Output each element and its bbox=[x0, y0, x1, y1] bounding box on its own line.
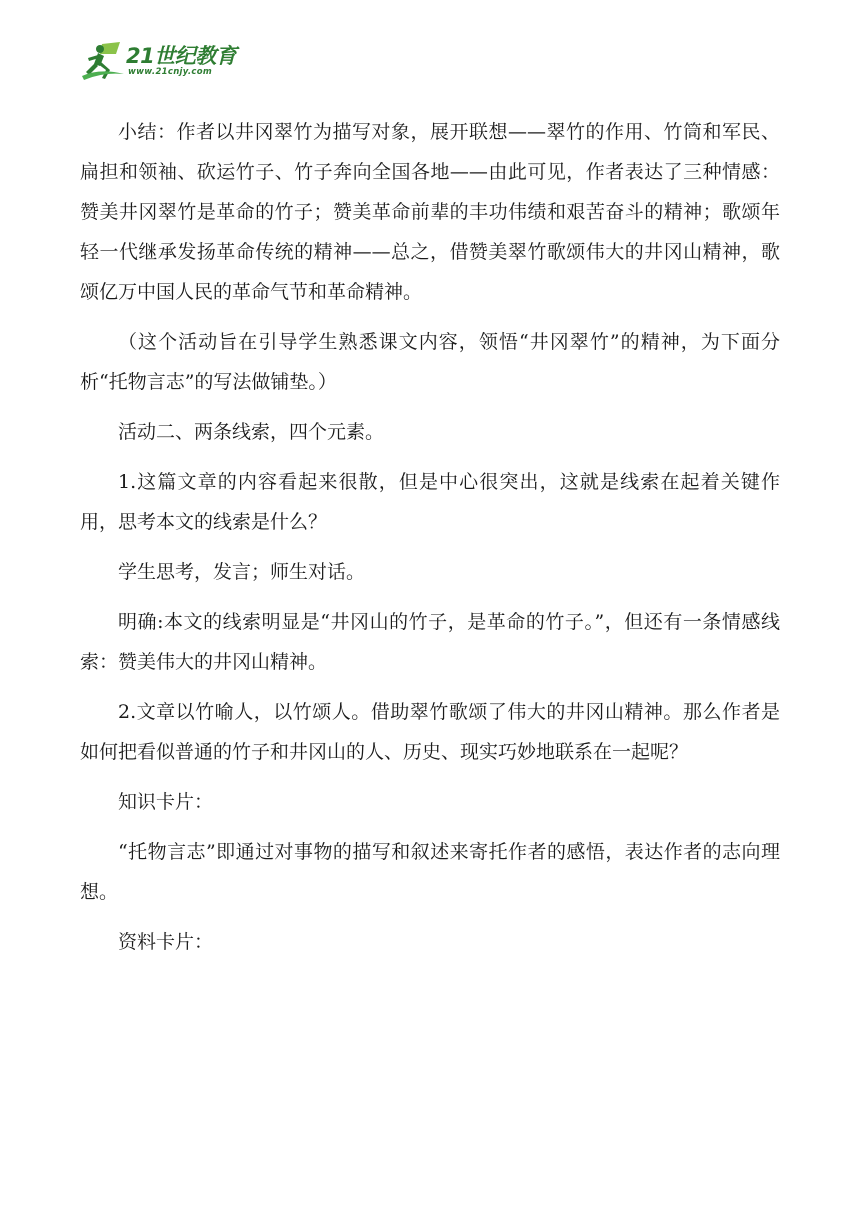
resource-card-heading: 资料卡片： bbox=[118, 931, 214, 953]
logo-text: 21世纪教育 bbox=[126, 44, 237, 68]
runner-logo-icon bbox=[80, 40, 128, 82]
logo-url: www.21cnjy.com bbox=[128, 67, 212, 77]
activity-note-paragraph: （这个活动旨在引导学生熟悉课文内容，领悟“井冈翠竹”的精神，为下面分析“托物言志”的写法做铺垫。） bbox=[80, 331, 780, 393]
document-body bbox=[80, 112, 780, 972]
summary-paragraph: 小结：作者以井冈翠竹为描写对象，展开联想——翠竹的作用、竹筒和军民、扁担和领袖、砍运竹子、竹子奔向全国各地——由此可见，作者表达了三种情感：赞美井冈翠竹是革命的竹子；赞美革命前辈的丰功伟绩和艰苦奋斗的精神；歌颂年轻一代继承发扬革命传统的精神——总之，借赞美翠竹歌颂伟大的井冈山精神，歌颂亿万中国人民的革命气节和革命精神。 bbox=[80, 121, 780, 303]
knowledge-card-paragraph: “托物言志”即通过对事物的描写和叙述来寄托作者的感悟，表达作者的志向理想。 bbox=[80, 841, 780, 903]
question-two-paragraph: 2.文章以竹喻人，以竹颂人。借助翠竹歌颂了伟大的井冈山精神。那么作者是如何把看似普通的竹子和井冈山的人、历史、现实巧妙地联系在一起呢？ bbox=[80, 701, 780, 763]
student-response-paragraph: 学生思考，发言；师生对话。 bbox=[118, 561, 366, 583]
activity-two-heading: 活动二、两条线索，四个元素。 bbox=[118, 421, 385, 443]
site-logo bbox=[80, 40, 250, 82]
question-one-paragraph: 1.这篇文章的内容看起来很散，但是中心很突出，这就是线索在起着关键作用，思考本文的线索是什么？ bbox=[80, 471, 780, 533]
knowledge-card-heading: 知识卡片： bbox=[118, 791, 214, 813]
clarification-paragraph: 明确:本文的线索明显是“井冈山的竹子，是革命的竹子。”，但还有一条情感线索：赞美伟大的井冈山精神。 bbox=[80, 611, 780, 673]
